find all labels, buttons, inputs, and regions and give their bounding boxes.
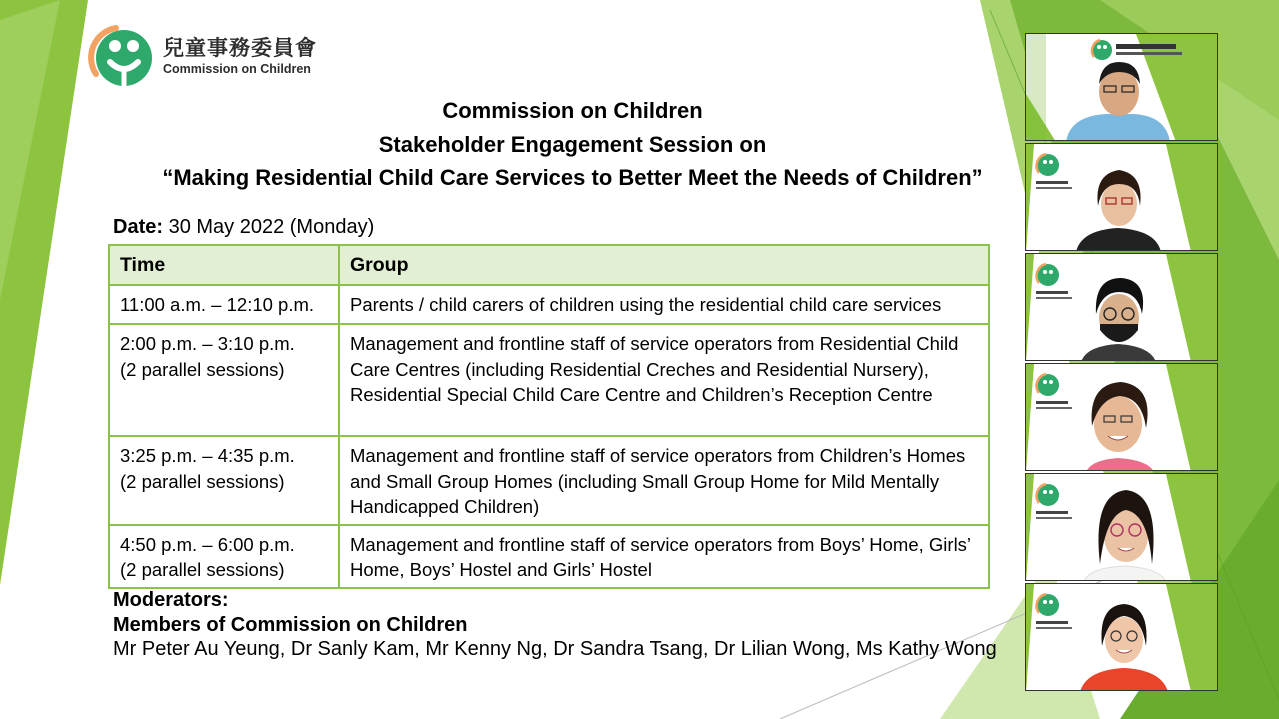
table-row [109,525,989,588]
tile-logo-icon [1034,591,1074,635]
tile-commission-logo [1034,591,1074,635]
slide-title [120,94,1025,195]
group-cell: Management and frontline staff of service operators from Residential Child Care Centres (including Residential Creches and Residential Nursery), Residential Special Child Care Centre and Children’s Reception Centre [339,324,989,436]
group-cell: Parents / child carers of children using the residential child care services [339,285,989,324]
session-note: (2 parallel sessions) [120,470,285,492]
time-range: 2:00 p.m. – 3:10 p.m. [120,333,295,354]
table-row [109,324,989,436]
moderators-section [113,588,1013,662]
participant-video-tile[interactable] [1025,473,1218,581]
tile-logo-icon [1090,37,1190,63]
tile-commission-logo [1034,261,1074,305]
time-cell [109,285,339,324]
commission-logo-icon [86,22,154,90]
participant-video-tile[interactable] [1025,33,1218,141]
moderators-names: Mr Peter Au Yeung, Dr Sanly Kam, Mr Kenny Ng, Dr Sandra Tsang, Dr Lilian Wong, Ms Kathy Wong [113,638,997,660]
session-date [113,216,374,239]
title-line-2: Stakeholder Engagement Session on [378,131,767,157]
tile-commission-logo [1090,37,1190,63]
table-row [109,436,989,525]
group-cell: Management and frontline staff of service operators from Children’s Homes and Small Group Homes (including Small Group Home for Mild Mentally Handicapped Children) [339,436,989,525]
commission-logo [86,22,317,90]
title-line-1: Commission on Children [442,98,703,123]
time-range: 3:25 p.m. – 4:35 p.m. [120,445,295,466]
tile-commission-logo [1034,371,1074,415]
moderators-subheading: Members of Commission on Children [113,613,468,636]
header-time: Time [109,245,339,285]
time-range: 11:00 a.m. – 12:10 p.m. [120,294,315,315]
participant-video-tile[interactable] [1025,143,1218,251]
participant-video-tile[interactable] [1025,253,1218,361]
time-cell [109,324,339,436]
logo-english-name: Commission on Children [163,62,311,76]
tile-commission-logo [1034,481,1074,525]
table-row [109,285,989,324]
group-cell: Management and frontline staff of service operators from Boys’ Home, Girls’ Home, Boys’ Hostel and Girls’ Hostel [339,525,989,588]
date-label: Date: [113,216,164,238]
session-note: (2 parallel sessions) [120,559,285,580]
logo-chinese-name: 兒童事務委員會 [163,36,317,60]
schedule-table [108,244,990,589]
tile-logo-icon [1034,371,1074,415]
tile-commission-logo [1034,151,1074,195]
participant-video-tile[interactable] [1025,583,1218,691]
session-note: (2 parallel sessions) [120,358,285,380]
time-cell [109,525,339,588]
tile-logo-icon [1034,151,1074,195]
tile-logo-icon [1034,261,1074,305]
video-participants-panel [1025,33,1218,693]
time-cell [109,436,339,525]
time-range: 4:50 p.m. – 6:00 p.m. [120,533,295,555]
header-group: Group [339,245,989,285]
tile-logo-icon [1034,481,1074,525]
moderators-heading: Moderators: [113,589,229,611]
participant-video-tile[interactable] [1025,363,1218,471]
date-value: 30 May 2022 (Monday) [168,216,375,238]
title-line-3: “Making Residential Child Care Services to Better Meet the Needs of Children” [162,165,983,190]
table-header-row [109,245,989,285]
